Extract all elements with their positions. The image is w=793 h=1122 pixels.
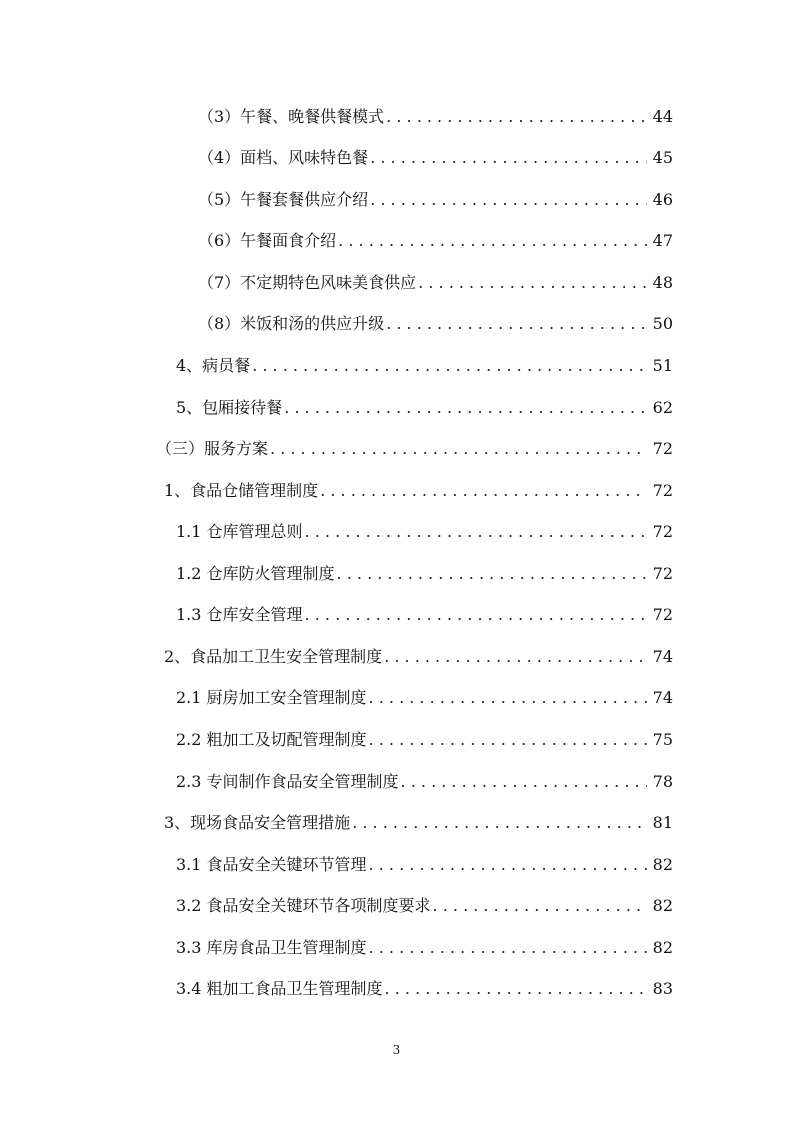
- toc-entry-label: （6）午餐面食介绍: [198, 231, 337, 250]
- toc-entry-label: 3.4 粗加工食品卫生管理制度: [176, 979, 383, 998]
- toc-dot-leader: [338, 229, 647, 253]
- toc-entry-page: 47: [652, 231, 673, 250]
- toc-entry[interactable]: [156, 437, 673, 461]
- toc-entry-page: 74: [652, 647, 673, 666]
- toc-entry[interactable]: [198, 146, 673, 170]
- toc-entry-label: （5）午餐套餐供应介绍: [198, 190, 369, 209]
- toc-entry[interactable]: [176, 354, 673, 378]
- toc-entry[interactable]: [198, 188, 673, 212]
- toc-entry-page: 82: [652, 938, 673, 957]
- toc-entry[interactable]: [176, 562, 673, 586]
- toc-dot-leader: [305, 520, 647, 544]
- toc-entry[interactable]: [164, 811, 673, 835]
- toc-entry-label: 3.3 库房食品卫生管理制度: [176, 938, 367, 957]
- toc-dot-leader: [370, 188, 647, 212]
- toc-entry-label: 3.2 食品安全关键环节各项制度要求: [176, 896, 431, 915]
- toc-entry[interactable]: [198, 271, 673, 295]
- toc-entry[interactable]: [176, 686, 673, 710]
- toc-dot-leader: [369, 853, 647, 877]
- toc-entry-page: 62: [652, 398, 673, 417]
- toc-entry-page: 44: [652, 107, 673, 126]
- toc-entry-label: （4）面档、风味特色餐: [198, 148, 369, 167]
- toc-dot-leader: [369, 936, 647, 960]
- toc-dot-leader: [284, 396, 647, 420]
- toc-dot-leader: [369, 686, 647, 710]
- toc-entry[interactable]: [164, 479, 673, 503]
- toc-entry-page: 81: [652, 813, 673, 832]
- toc-entry[interactable]: [198, 105, 673, 129]
- toc-dot-leader: [386, 105, 647, 129]
- toc-entry-label: 2.2 粗加工及切配管理制度: [176, 730, 367, 749]
- toc-entry-label: 4、病员餐: [176, 356, 251, 375]
- toc-entry-label: 5、包厢接待餐: [176, 398, 283, 417]
- toc-entry-page: 75: [652, 730, 673, 749]
- toc-entry-label: 1.3 仓库安全管理: [176, 605, 303, 624]
- toc-entry-label: 1.2 仓库防火管理制度: [176, 564, 335, 583]
- toc-dot-leader: [369, 728, 647, 752]
- toc-entry[interactable]: [176, 396, 673, 420]
- toc-entry-page: 74: [652, 688, 673, 707]
- toc-entry-page: 50: [652, 314, 673, 333]
- toc-entry-page: 51: [652, 356, 673, 375]
- toc-dot-leader: [384, 645, 647, 669]
- toc-entry-page: 72: [652, 564, 673, 583]
- toc-entry[interactable]: [164, 645, 673, 669]
- toc-entry[interactable]: [176, 770, 673, 794]
- toc-entry[interactable]: [176, 894, 673, 918]
- toc-entry-page: 72: [652, 522, 673, 541]
- toc-entry-page: 46: [652, 190, 673, 209]
- toc-dot-leader: [352, 811, 647, 835]
- toc-entry-page: 82: [652, 896, 673, 915]
- toc-entry-page: 48: [652, 273, 673, 292]
- toc-entry-label: （7）不定期特色风味美食供应: [198, 273, 417, 292]
- toc-entry-label: 2、食品加工卫生安全管理制度: [164, 647, 383, 666]
- toc-entry[interactable]: [176, 853, 673, 877]
- toc-entry-page: 78: [652, 772, 673, 791]
- toc-entry-label: 3.1 食品安全关键环节管理: [176, 855, 367, 874]
- toc-entry[interactable]: [198, 312, 673, 336]
- toc-entry[interactable]: [176, 936, 673, 960]
- toc-entry-page: 82: [652, 855, 673, 874]
- toc-entry-label: （8）米饭和汤的供应升级: [198, 314, 385, 333]
- toc-entry-label: 1、食品仓储管理制度: [164, 481, 319, 500]
- toc-dot-leader: [270, 437, 647, 461]
- toc-dot-leader: [418, 271, 647, 295]
- toc-entry-label: （三）服务方案: [156, 439, 269, 458]
- toc-dot-leader: [320, 479, 647, 503]
- toc-entry[interactable]: [198, 229, 673, 253]
- toc-entry[interactable]: [176, 728, 673, 752]
- toc-entry[interactable]: [176, 603, 673, 627]
- toc-entry-page: 72: [652, 481, 673, 500]
- toc-entry-label: 3、现场食品安全管理措施: [164, 813, 351, 832]
- toc-dot-leader: [370, 146, 647, 170]
- toc-dot-leader: [305, 603, 647, 627]
- toc-entry-page: 72: [652, 605, 673, 624]
- toc-entry-label: 2.1 厨房加工安全管理制度: [176, 688, 367, 707]
- toc-dot-leader: [252, 354, 647, 378]
- toc-dot-leader: [401, 770, 647, 794]
- toc-entry-label: 1.1 仓库管理总则: [176, 522, 303, 541]
- toc-dot-leader: [433, 894, 647, 918]
- toc-dot-leader: [386, 312, 647, 336]
- toc-entry[interactable]: [176, 520, 673, 544]
- toc-entry-label: （3）午餐、晚餐供餐模式: [198, 107, 385, 126]
- toc-entry-label: 2.3 专间制作食品安全管理制度: [176, 772, 399, 791]
- toc-entry[interactable]: [176, 977, 673, 1001]
- page-number: 3: [392, 1043, 401, 1057]
- toc-entry-page: 72: [652, 439, 673, 458]
- toc-dot-leader: [385, 977, 647, 1001]
- toc-entry-page: 83: [652, 979, 673, 998]
- toc-dot-leader: [337, 562, 647, 586]
- toc-entry-page: 45: [652, 148, 673, 167]
